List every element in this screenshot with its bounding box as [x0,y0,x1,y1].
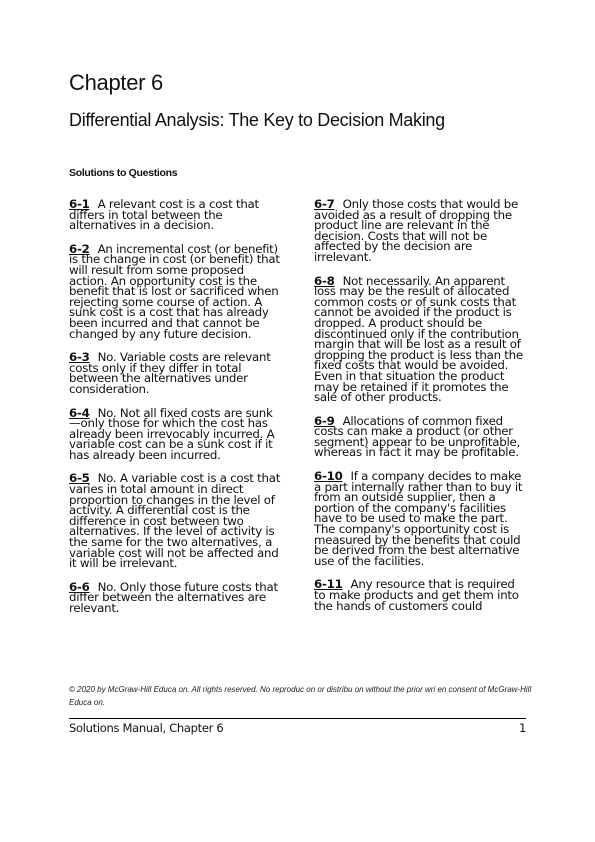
answer-text: Not necessarily. An apparent loss may be the result of allocated common costs or of sunk costs that cannot be avoided if the product is dropped. A product should be discontinued only if the contribution margin that will be lost as a result of dropping the product is less than the fixed costs that would be avoided. Even in that situation the product may be retained if it promotes the sale of other products. [314,273,523,405]
answer-number: 6-10 [314,469,343,484]
answer-text: If a company decides to make a part internally rather than to buy it from an outside supplier, then a portion of the company's facilities have to be used to make the part. The company's opportunity cost is measured by the benefits that could be derived from the best alternative use of the facilities. [314,469,523,568]
answer-number: 6-1 [69,197,90,211]
answer-item [314,199,526,263]
answer-number: 6-4 [69,405,90,420]
answer-number: 6-2 [69,241,90,256]
answer-item [69,579,281,615]
answer-number: 6-9 [314,413,335,428]
answer-item [69,199,281,231]
answer-text: No. Only those future costs that differ between the alternatives are relevant. [69,579,278,615]
answer-text: A relevant cost is a cost that differs in total between the alternatives in a decision. [69,197,259,233]
page-footer [69,718,526,735]
answer-item [69,352,281,394]
answer-number: 6-3 [69,350,90,365]
answer-text: No. Not all fixed costs are sunk—only those for which the cost has already been irrevocably incurred. A variable cost can be a sunk cost if it has already been incurred. [69,405,275,462]
answer-text: An incremental cost (or benefit) is the change in cost (or benefit) that will result from some proposed action. An opportunity cost is the benefit that is lost or sacrificed when rejecting some course of action. A sunk cost is a cost that has already been incurred and that cannot be changed by any future decision. [69,241,280,341]
copyright-notice: © 2020 by McGraw-Hill Educa on. All rights reserved. No reproduc on or distribu on without the prior wri en consent of McGraw-Hill Educa on. [69,685,532,707]
answer-item [314,471,526,566]
footer-title: Solutions Manual, Chapter 6 [69,721,224,735]
right-column [314,199,526,624]
answer-item [69,405,281,462]
answer-text: No. A variable cost is a cost that varies in total amount in direct proportion to changes in the level of activity. A differential cost is the difference in cost between two alternatives. If the level of activity is the same for the two alternatives, a variable cost will not be affected and it will be irrelevant. [69,471,281,571]
section-heading: Solutions to Questions [69,167,178,179]
answer-number: 6-6 [69,579,90,594]
answer-item [69,241,281,341]
answer-text: Only those costs that would be avoided as a result of dropping the product line are relevant in the decision. Costs that will not be affected by the decision are irrelevant. [314,197,519,264]
answer-number: 6-8 [314,273,335,288]
chapter-number: Chapter 6 [69,70,163,95]
answer-number: 6-11 [314,577,343,592]
answer-text: Allocations of common fixed costs can make a product (or other segment) appear to be unprofitable, whereas in fact it may be profitable. [314,413,521,460]
answer-text: No. Variable costs are relevant costs only if they differ in total between the alternatives under consideration. [69,350,271,396]
answer-item [314,579,526,611]
answer-item [69,471,281,571]
left-column [69,199,281,627]
answer-number: 6-5 [69,471,90,486]
answer-text: Any resource that is required to make products and get them into the hands of customers could [314,577,519,613]
answer-number: 6-7 [314,197,335,211]
page-number: 1 [518,721,526,735]
chapter-title: Differential Analysis: The Key to Decision Making [69,110,445,130]
answer-item [314,413,526,460]
answer-item [314,273,526,405]
